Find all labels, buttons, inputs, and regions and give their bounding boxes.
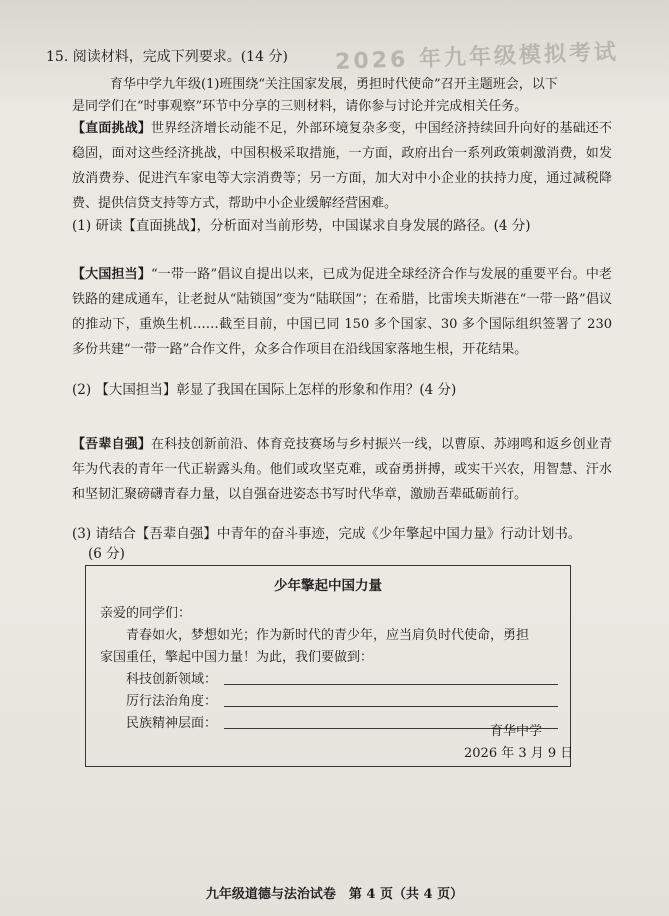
material-major-country <box>72 262 612 362</box>
plan-body-line-1: 青春如火，梦想如光；作为新时代的青少年，应当肩负时代使命，勇担 <box>126 628 530 643</box>
material-text: 在科技创新前沿、体育竞技赛场与乡村振兴一线，以曹原、苏翊鸣和返乡创业青年为代表的青年一代正崭露头角。他们或攻坚克难，或奋勇拼搏，或实干兴农，用智慧、汗水和坚韧汇聚磅礴青春力量，以自强奋进姿态书写时代华章，激励吾辈砥砺前行。 <box>72 437 612 502</box>
plan-body-line-2: 家国重任，擎起中国力量！为此，我们要做到： <box>100 650 374 665</box>
question-heading <box>46 48 288 66</box>
material-tag: 【直面挑战】 <box>72 121 152 136</box>
plan-greeting: 亲爱的同学们： <box>100 606 192 621</box>
material-text: “一带一路”倡议自提出以来，已成为促进全球经济合作与发展的重要平台。中老铁路的建成通车，让老挝从“陆锁国”变为“陆联国”；在希腊，比雷埃夫斯港在“一带一路”倡议的推动下，重焕生机……截至目前，中国已同 150 多个国家、30 多个国际组织签署了 230 多份共建“一带一路”合作文件，众多合作项目在沿线国家落地生根，开花结果。 <box>72 267 612 357</box>
plan-signature: 育华中学 <box>490 724 543 739</box>
plan-date: 2026 年 3 月 9 日 <box>464 746 574 761</box>
sub-question-3-score: (6 分) <box>88 546 125 562</box>
plan-title: 少年擎起中国力量 <box>274 578 382 594</box>
sub-question-1: (1) 研读【直面挑战】，分析面对当前形势，中国谋求自身发展的路径。(4 分) <box>72 218 531 234</box>
intro-line-2: 是同学们在“时事观察”环节中分享的三则材料，请你参与讨论并完成相关任务。 <box>72 99 528 114</box>
plan-item-law: 厉行法治角度： <box>126 694 218 709</box>
answer-blank-tech[interactable] <box>224 684 558 685</box>
question-prompt: 阅读材料，完成下列要求。(14 分) <box>72 49 288 65</box>
material-direct-challenge <box>72 116 612 216</box>
plan-item-spirit: 民族精神层面： <box>126 716 218 731</box>
faded-header-title: 2026 年九年级模拟考试 <box>334 40 620 75</box>
question-number: 15. <box>46 49 69 65</box>
intro-line-1: 育华中学九年级(1)班围绕“关注国家发展，勇担时代使命”召开主题班会，以下 <box>110 77 558 92</box>
material-text: 世界经济增长动能不足，外部环境复杂多变，中国经济持续回升向好的基础还不稳固，面对这些经济挑战，中国积极采取措施，一方面，政府出台一系列政策刺激消费，如发放消费券、促进汽车家电等大宗消费等；另一方面，加大对中小企业的扶持力度，通过减税降费、提供信贷支持等方式，帮助中小企业缓解经营困难。 <box>72 121 612 211</box>
material-tag: 【吾辈自强】 <box>72 437 152 452</box>
answer-blank-law[interactable] <box>224 706 558 707</box>
sub-question-2: (2) 【大国担当】彰显了我国在国际上怎样的形象和作用？(4 分) <box>72 382 457 398</box>
sub-question-3: (3) 请结合【吾辈自强】中青年的奋斗事迹，完成《少年擎起中国力量》行动计划书。 <box>72 526 582 542</box>
material-self-strengthening <box>72 432 612 507</box>
plan-item-tech: 科技创新领域： <box>126 672 218 687</box>
action-plan-card <box>85 565 574 767</box>
material-tag: 【大国担当】 <box>72 267 151 282</box>
page-footer: 九年级道德与法治试卷 第 4 页（共 4 页） <box>205 887 464 902</box>
